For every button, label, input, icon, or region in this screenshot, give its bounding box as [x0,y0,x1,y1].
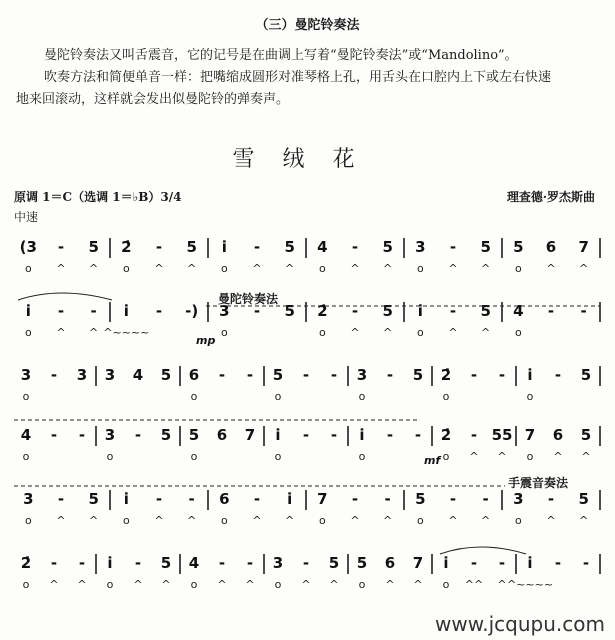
score-note: 5 [382,238,393,256]
breath-mark: o [106,578,114,591]
breath-mark: ^ [481,262,491,275]
score-note: 5 [284,238,295,256]
score-note: 7 [578,238,589,256]
breath-mark: o [416,514,424,527]
tie-arc [18,293,112,300]
score-note: - [218,366,226,384]
score-note: i̇ [123,490,129,508]
score-note: 6 [216,426,228,444]
breath-mark: o [24,262,32,275]
breath-mark: o [220,514,228,527]
score-note: 2̇ [20,554,32,572]
score-note: i̇ [527,366,533,384]
breath-mark: ^ [385,578,395,591]
composer: 理查德·罗杰斯曲 [506,190,595,204]
score-note: - [449,302,457,320]
breath-mark: ^ [448,326,458,339]
breath-mark: o [358,450,366,463]
breath-mark: ^^ [464,578,484,591]
score-note: - [547,302,555,320]
score-note: - [554,554,562,572]
score-note: 3 [219,302,230,320]
breath-mark: o [416,326,424,339]
site-watermark: www.jcqupu.com [435,612,605,636]
score-note: - [384,490,391,508]
breath-mark: ^ [187,514,197,527]
breath-mark: o [318,326,326,339]
score-note: - [57,238,65,256]
score-note: - [78,426,86,444]
score-note: - [253,490,261,508]
breath-mark: ^ [161,578,171,591]
breath-mark: ^ [89,514,99,527]
score-note: 6 [545,238,557,256]
breath-mark: ^ [245,578,255,591]
score-note: - [449,238,457,256]
score-note: - [470,366,478,384]
score-note: - [253,302,261,320]
score-note: 6 [219,490,230,508]
breath-mark: ^ [579,262,589,275]
breath-mark: ^~~~~ [506,578,554,591]
score-note: 7 [412,554,424,572]
score-note: 5 [412,366,424,384]
breath-mark: o [358,578,366,591]
score-note: 5 [160,554,172,572]
score-note: - [386,366,394,384]
score-note: - [57,302,65,320]
score-note: 6 [552,426,564,444]
breath-mark: ^ [49,578,59,591]
score-note: 5 [580,366,592,384]
breath-mark: ^ [56,262,66,275]
breath-mark: o [514,262,522,275]
score-note: - [351,302,359,320]
score-note: 3 [272,554,284,572]
breath-mark: o [416,262,424,275]
score-note: 2̇ [317,302,328,320]
breath-mark: ^ [546,514,556,527]
intro-line-3: 地来回滚动，这样就会发出似曼陀铃的弹奏声。 [16,92,290,107]
breath-mark: ^ [413,578,423,591]
breath-mark: o [190,390,198,403]
score-note: i̇ [417,302,423,320]
tremolo-annotation: 手震音奏法 [508,476,569,490]
breath-mark: ^ [553,450,563,463]
breath-mark: ^ [497,450,507,463]
breath-mark: o [220,262,228,275]
score-note: - [57,490,65,508]
score-note: - [50,554,58,572]
score-note: 5 [188,426,200,444]
score-note: - [90,302,97,320]
breath-mark: ^ [579,514,589,527]
score-note: 3 [20,366,32,384]
score-note: 4 [513,302,524,320]
breath-mark: ^ [154,262,164,275]
score-note: - [351,490,359,508]
score-note: 4 [132,366,144,384]
breath-mark: ^ [448,262,458,275]
score-note: 5 [480,302,491,320]
score-note: 5 [284,302,295,320]
score-note: 5 [88,238,99,256]
score-note: 4 [317,238,328,256]
score-note: 5 [160,426,172,444]
score-note: 5 [88,490,99,508]
breath-mark: o [274,450,282,463]
score-note: 5 [186,238,197,256]
score-note: i̇ [527,554,533,572]
breath-mark: ^ [329,578,339,591]
score-note: - [470,554,478,572]
score-note: - [155,490,163,508]
breath-mark: ^ [285,514,295,527]
breath-mark: ^~~~~ [103,326,150,339]
breath-mark: o [22,450,30,463]
score-note: 6 [188,366,200,384]
score-note: - [582,554,590,572]
breath-mark: ^ [187,262,197,275]
score-note: i̇ [107,554,113,572]
breath-mark: o [106,450,114,463]
score-note: 5 [578,490,589,508]
breath-mark: o [442,390,450,403]
score-note: - [302,366,310,384]
breath-mark: ^ [383,326,393,339]
score-note: 3 [23,490,34,508]
breath-mark: o [190,450,198,463]
score-note: - [246,366,254,384]
score-note: 3 [415,238,426,256]
breath-mark: ^ [350,514,360,527]
score-note: - [50,366,58,384]
breath-mark: ^ [301,578,311,591]
score-note: - [498,554,506,572]
breath-mark: ^ [546,262,556,275]
score-note: -) [185,302,199,320]
breath-mark: o [274,390,282,403]
dynamic-mf: mf [424,454,441,467]
score-note: - [470,426,478,444]
breath-mark: ^ [89,262,99,275]
score-note: 5 [580,426,592,444]
score-note: 2̇ [440,426,452,444]
score-note: 3 [513,490,524,508]
breath-mark: ^ [89,326,99,339]
score-note: - [188,490,195,508]
breath-mark: ^ [252,262,262,275]
score-note: - [330,426,338,444]
score-note: 5 [160,366,172,384]
breath-mark: ^ [154,514,164,527]
breath-mark: o [190,578,198,591]
breath-mark: ^ [383,514,393,527]
score-note: 6 [384,554,396,572]
breath-mark: ^ [448,514,458,527]
mandolino-annotation: 曼陀铃奏法 [218,292,279,306]
breath-mark: o [318,514,326,527]
breath-mark: o [24,514,32,527]
score-note: 4 [20,426,32,444]
score-note: - [50,426,58,444]
breath-mark: o [514,514,522,527]
breath-mark: ^ [350,326,360,339]
score-note: - [155,238,163,256]
score-note: - [580,302,587,320]
breath-mark: o [122,514,130,527]
breath-mark: o [526,390,534,403]
score-note: - [482,490,489,508]
breath-mark: ^ [469,450,479,463]
breath-mark: ^ [252,514,262,527]
score-note: i̇ [443,554,449,572]
breath-mark: ^ [481,514,491,527]
tie-arc [440,547,526,554]
breath-mark: ^ [133,578,143,591]
breath-mark: o [220,326,228,339]
breath-mark: ^ [77,578,87,591]
breath-mark: o [122,262,130,275]
intro-line-1: 曼陀铃奏法又叫舌震音，它的记号是在曲调上写着“曼陀铃奏法”或“Mandolino”。 [44,48,518,63]
score-note: - [414,426,422,444]
breath-mark: ^ [285,262,295,275]
score-note: 7 [524,426,536,444]
breath-mark: ^ [581,450,591,463]
score-note: 3 [356,366,368,384]
score-note: i̇ [287,490,293,508]
score-note: 3 [76,366,88,384]
score-note: - [498,366,506,384]
score-note: - [547,490,555,508]
score-note: 5 [415,490,426,508]
score-note: - [155,302,163,320]
score-note: 3 [104,426,116,444]
score-note: - [554,366,562,384]
breath-mark: ^ [497,578,507,591]
breath-mark: ^ [383,262,393,275]
dynamic-mp: mp [196,334,216,347]
score-note: 5 [272,366,284,384]
score-note: 3 [104,366,116,384]
tempo-marking: 中速 [14,210,39,224]
breath-mark: ^ [56,514,66,527]
score-note: 2̇ [121,238,132,256]
breath-mark: o [526,450,534,463]
breath-mark: ^ [350,262,360,275]
breath-mark: o [358,390,366,403]
score-note: - [386,426,394,444]
breath-mark: o [274,578,282,591]
breath-mark: ^ [481,326,491,339]
score-note: - [134,554,142,572]
score-note: - [302,554,310,572]
score-note: 5 [356,554,368,572]
score-note: 5 [382,302,393,320]
score-note: - [246,554,254,572]
score-note: i̇ [359,426,365,444]
breath-mark: o [514,326,522,339]
score-note: - [449,490,457,508]
score-note: 5 [513,238,524,256]
key-info: 原调 1＝C（选调 1＝♭B）3/4 [14,190,182,204]
breath-mark: o [22,390,30,403]
score-note: - [134,426,142,444]
breath-mark: o [318,262,326,275]
score-note: i̇ [275,426,281,444]
score-note: (3 [19,238,37,256]
score-note: 55 [491,426,513,444]
score-note: i̇ [221,238,227,256]
score-note: 5 [328,554,340,572]
score-note: 5 [480,238,491,256]
score-note: - [78,554,86,572]
song-title: 雪绒花 [232,147,383,172]
score-note: 4 [188,554,200,572]
breath-mark: o [22,578,30,591]
score-note: - [253,238,261,256]
breath-mark: ^ [56,326,66,339]
score-note: 7 [317,490,328,508]
score-note: - [218,554,226,572]
score-note: i̇ [123,302,129,320]
breath-mark: o [442,450,450,463]
section-title: （三）曼陀铃奏法 [255,18,360,33]
score-note: 7 [244,426,256,444]
breath-mark: ^ [217,578,227,591]
breath-mark: o [442,578,450,591]
score-note: - [302,426,310,444]
breath-mark: o [24,326,32,339]
score-note: i̇ [25,302,31,320]
intro-line-2: 吹奏方法和简便单音一样：把嘴缩成圆形对准琴格上孔，用舌头在口腔内上下或左右快速 [44,70,552,85]
score-note: 2̇ [440,366,452,384]
score-note: - [351,238,359,256]
score-note: - [330,366,338,384]
